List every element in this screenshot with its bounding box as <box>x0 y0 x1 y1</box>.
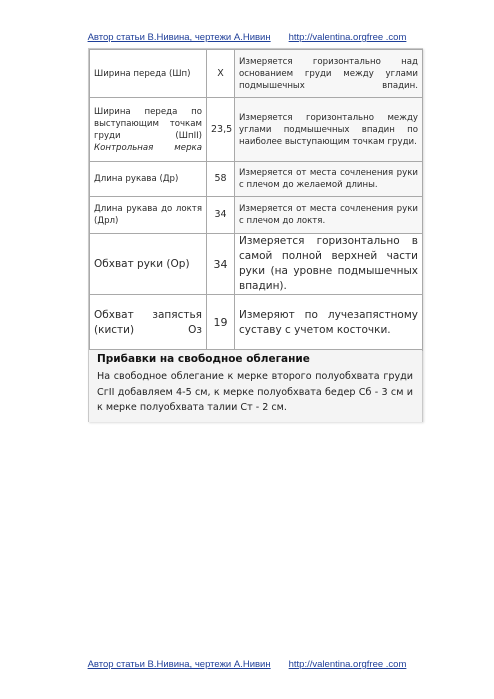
measure-value: 34 <box>207 234 235 295</box>
measure-name: Длина рукава до локтя (Дрл) <box>90 197 207 234</box>
header-author: Автор статьи В.Нивина, чертежи А.Нивин <box>87 32 271 43</box>
measure-name-cell <box>90 98 207 162</box>
table-row <box>90 234 423 295</box>
measure-name: Ширина переда по выступающим точкам груди (ШпII) <box>94 106 202 141</box>
page-header <box>0 32 494 43</box>
measure-description: Измеряется от места сочленения руки с плечом до локтя. <box>235 197 423 234</box>
measurements-table <box>89 49 423 351</box>
footer-author: Автор статьи В.Нивина, чертежи А.Нивин <box>87 659 271 670</box>
measure-value: 23,5 <box>207 98 235 162</box>
measure-value: 19 <box>207 295 235 351</box>
measure-value: 34 <box>207 197 235 234</box>
measure-description: Измеряется горизонтально между углами подмышечных впадин по наиболее выступающим точкам груди. <box>235 98 423 162</box>
table-row <box>90 197 423 234</box>
measure-description: Измеряется горизонтально над основанием груди между углами подмышечных впадин. <box>235 50 423 98</box>
table-row <box>90 295 423 351</box>
measure-description: Измеряется от места сочленения руки с плечом до желаемой длины. <box>235 162 423 197</box>
measure-value: X <box>207 50 235 98</box>
measurement-sheet <box>88 48 423 422</box>
page-footer <box>0 659 494 670</box>
measure-description: Измеряется горизонтально в самой полной верхней части руки (на уровне подмышечных впадин). <box>235 234 423 295</box>
measure-name: Обхват запястья (кисти) Оз <box>90 295 207 351</box>
footer-url-link[interactable]: http://valentina.orgfree .com <box>288 659 407 670</box>
header-url-link[interactable]: http://valentina.orgfree .com <box>288 32 407 43</box>
allowances-text: На свободное облегание к мерке второго полуобхвата груди СгII добавляем 4-5 см, к мерке полуобхвата бедер Сб - 3 см и к мерке полуобхвата талии Ст - 2 см. <box>97 371 413 413</box>
allowances-title: Прибавки на свободное облегание <box>97 353 310 365</box>
table-row <box>90 50 423 98</box>
table-row <box>90 162 423 197</box>
measure-value: 58 <box>207 162 235 197</box>
measure-description: Измеряют по лучезапястному суставу с учетом косточки. <box>235 295 423 351</box>
table-row <box>90 98 423 162</box>
allowances-section <box>89 349 422 422</box>
measure-name: Длина рукава (Др) <box>90 162 207 197</box>
measure-name: Обхват руки (Ор) <box>90 234 207 295</box>
measure-name: Ширина переда (Шп) <box>90 50 207 98</box>
measure-name-note: Контрольная мерка <box>94 142 202 153</box>
